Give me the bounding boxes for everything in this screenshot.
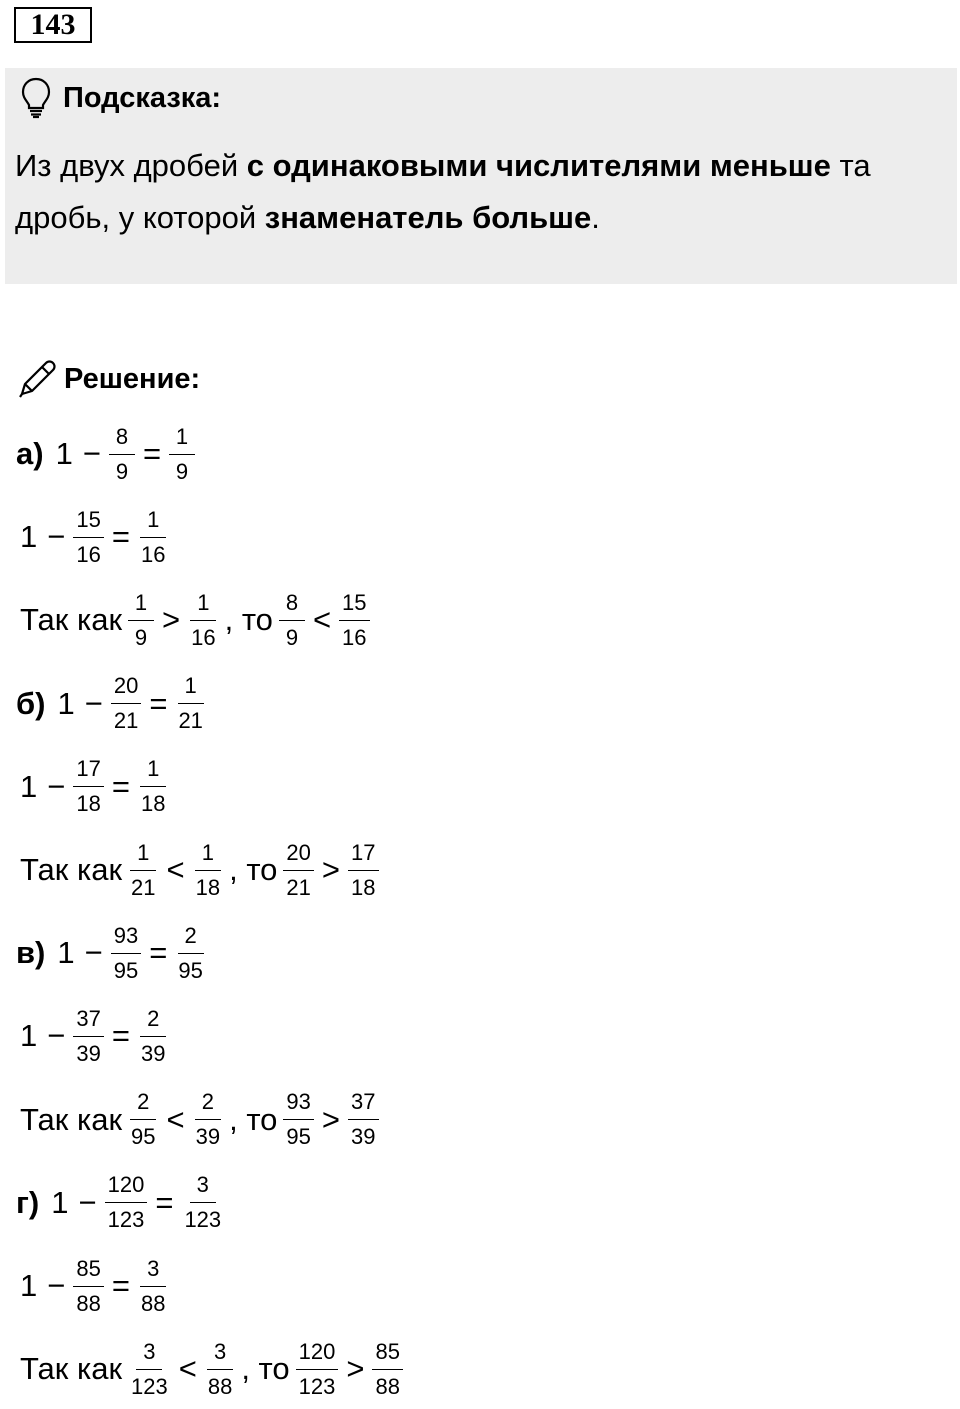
fraction-numerator: 3 xyxy=(207,1339,233,1370)
fraction-numerator: 1 xyxy=(178,673,204,704)
math-operator: = xyxy=(155,1184,174,1220)
fraction-denominator: 95 xyxy=(113,957,139,983)
math-text: Так как xyxy=(20,1101,123,1137)
hint-title: Подсказка: xyxy=(63,81,222,114)
fraction xyxy=(169,424,195,485)
fraction-numerator: 20 xyxy=(283,840,313,871)
fraction xyxy=(111,923,141,984)
math-operator: = xyxy=(142,436,162,471)
fraction-numerator: 3 xyxy=(190,1172,216,1203)
fraction-numerator: 1 xyxy=(130,840,156,871)
fraction-denominator: 95 xyxy=(178,957,203,983)
fraction-denominator: 16 xyxy=(191,624,216,650)
fraction xyxy=(188,590,218,651)
math-text: 1 xyxy=(57,685,75,721)
solution-header xyxy=(16,354,200,404)
fraction xyxy=(73,507,103,568)
fraction-denominator: 18 xyxy=(351,874,376,900)
fraction-denominator: 123 xyxy=(107,1207,145,1233)
hint-plain-text: . xyxy=(591,200,600,235)
fraction-numerator: 1 xyxy=(195,840,221,871)
fraction xyxy=(339,590,369,651)
math-operator: < xyxy=(178,1351,197,1387)
math-operator: = xyxy=(111,768,130,804)
hint-bold-text: с одинаковыми числителями меньше xyxy=(246,148,831,183)
math-operator: = xyxy=(149,935,168,971)
fraction xyxy=(128,1339,171,1400)
fraction-denominator: 16 xyxy=(140,541,166,567)
fraction-denominator: 88 xyxy=(140,1290,166,1316)
math-text: Так как xyxy=(20,602,123,638)
solution-line xyxy=(16,497,170,577)
fraction-numerator: 1 xyxy=(190,590,216,621)
fraction-denominator: 18 xyxy=(140,791,166,817)
fraction-numerator: 15 xyxy=(339,590,369,621)
fraction xyxy=(193,840,223,901)
lightbulb-icon xyxy=(21,77,51,119)
fraction xyxy=(181,1172,224,1233)
fraction xyxy=(175,673,205,734)
math-operator: > xyxy=(346,1351,365,1387)
solution-line xyxy=(16,1163,226,1243)
task-number: 143 xyxy=(14,7,92,43)
fraction-denominator: 123 xyxy=(184,1207,222,1233)
hint-bold-text: знаменатель больше xyxy=(264,200,592,235)
fraction-denominator: 123 xyxy=(298,1373,336,1399)
math-operator: > xyxy=(321,1101,341,1137)
fraction-numerator: 93 xyxy=(283,1089,313,1120)
fraction xyxy=(372,1339,402,1400)
math-operator: = xyxy=(111,1018,130,1054)
solution-line xyxy=(16,996,170,1076)
fraction xyxy=(205,1339,235,1400)
math-operator: = xyxy=(149,685,168,721)
fraction-denominator: 39 xyxy=(195,1124,221,1150)
fraction xyxy=(105,1172,148,1233)
fraction xyxy=(296,1339,339,1400)
fraction xyxy=(128,840,158,901)
item-label: а) xyxy=(16,436,44,471)
fraction xyxy=(138,1256,168,1317)
hint-text xyxy=(15,140,945,244)
solution-title: Решение: xyxy=(64,362,201,395)
math-operator: < xyxy=(166,852,185,887)
fraction xyxy=(175,923,205,984)
fraction-numerator: 2 xyxy=(130,1089,156,1120)
fraction-numerator: 17 xyxy=(73,756,103,787)
fraction-numerator: 2 xyxy=(178,923,204,954)
fraction-numerator: 85 xyxy=(372,1339,402,1370)
fraction xyxy=(348,1089,378,1150)
math-operator: = xyxy=(111,519,130,555)
math-text: 1 xyxy=(57,935,75,971)
fraction-denominator: 39 xyxy=(140,1040,166,1066)
math-operator: − xyxy=(47,1268,66,1303)
fraction-numerator: 15 xyxy=(73,507,103,538)
math-text: Так как xyxy=(20,852,123,887)
pencil-icon xyxy=(16,358,58,400)
math-text: , то xyxy=(229,852,278,887)
fraction xyxy=(138,507,168,568)
math-text: 1 xyxy=(51,1184,69,1220)
fraction xyxy=(111,673,141,734)
math-operator: − xyxy=(82,436,101,471)
solution-line xyxy=(16,664,208,744)
fraction xyxy=(138,1006,168,1067)
math-operator: − xyxy=(84,685,103,721)
fraction-numerator: 17 xyxy=(348,840,378,871)
fraction-denominator: 95 xyxy=(131,1124,156,1150)
fraction-denominator: 39 xyxy=(351,1124,376,1150)
fraction-denominator: 21 xyxy=(113,708,139,734)
hint-header xyxy=(21,76,221,120)
hint-box xyxy=(5,68,957,284)
solution-line xyxy=(16,1246,170,1326)
fraction-numerator: 120 xyxy=(105,1172,148,1203)
math-text: 1 xyxy=(20,519,38,555)
solution-line xyxy=(16,1080,381,1160)
fraction-numerator: 3 xyxy=(136,1339,162,1370)
math-text: , то xyxy=(241,1351,290,1387)
fraction-denominator: 21 xyxy=(131,874,156,900)
fraction-denominator: 9 xyxy=(115,458,129,484)
fraction-numerator: 1 xyxy=(140,507,166,538)
math-text: , то xyxy=(224,602,273,638)
fraction-numerator: 8 xyxy=(109,424,135,455)
fraction-denominator: 88 xyxy=(76,1290,101,1316)
math-operator: = xyxy=(111,1268,130,1303)
fraction-numerator: 2 xyxy=(140,1006,166,1037)
fraction-numerator: 1 xyxy=(128,590,154,621)
fraction-numerator: 120 xyxy=(296,1339,339,1370)
fraction-denominator: 123 xyxy=(131,1373,168,1399)
fraction-denominator: 88 xyxy=(375,1373,400,1399)
fraction xyxy=(128,1089,158,1150)
math-text: , то xyxy=(229,1101,278,1137)
hint-plain-text: Из двух дробей xyxy=(15,148,247,183)
fraction-numerator: 2 xyxy=(195,1089,221,1120)
fraction xyxy=(279,590,305,651)
item-label: в) xyxy=(16,935,46,971)
fraction xyxy=(138,756,168,817)
fraction xyxy=(283,1089,313,1150)
math-operator: < xyxy=(312,602,332,638)
math-operator: − xyxy=(47,768,66,804)
math-operator: − xyxy=(47,1018,66,1054)
math-operator: > xyxy=(321,852,341,887)
fraction-numerator: 3 xyxy=(140,1256,166,1287)
solution-line xyxy=(16,913,208,993)
fraction xyxy=(348,840,378,901)
fraction-denominator: 9 xyxy=(285,624,299,650)
fraction-denominator: 9 xyxy=(175,458,189,484)
math-operator: < xyxy=(166,1101,185,1137)
math-operator: − xyxy=(47,519,66,555)
solution-line xyxy=(16,1329,405,1409)
fraction-denominator: 18 xyxy=(76,791,101,817)
fraction-denominator: 9 xyxy=(134,624,148,650)
fraction-numerator: 93 xyxy=(111,923,141,954)
math-operator: > xyxy=(162,602,181,638)
fraction-denominator: 16 xyxy=(342,624,367,650)
item-label: б) xyxy=(16,685,46,721)
solution-line xyxy=(16,830,381,910)
math-operator: − xyxy=(78,1184,97,1220)
fraction-numerator: 8 xyxy=(279,590,305,621)
fraction-numerator: 85 xyxy=(73,1256,103,1287)
fraction-denominator: 88 xyxy=(207,1373,233,1399)
fraction xyxy=(73,1256,103,1317)
fraction-numerator: 37 xyxy=(73,1006,103,1037)
fraction-denominator: 21 xyxy=(178,708,203,734)
hint-plain-text: та дробь, у которой xyxy=(15,148,871,235)
math-text: 1 xyxy=(55,436,73,471)
fraction-denominator: 18 xyxy=(195,874,221,900)
fraction-numerator: 37 xyxy=(348,1089,378,1120)
fraction xyxy=(128,590,154,651)
fraction xyxy=(193,1089,223,1150)
fraction-numerator: 1 xyxy=(140,756,166,787)
math-text: 1 xyxy=(20,1268,38,1303)
fraction-numerator: 20 xyxy=(111,673,141,704)
fraction xyxy=(283,840,313,901)
math-text: Так как xyxy=(20,1351,123,1387)
math-operator: − xyxy=(84,935,103,971)
math-text: 1 xyxy=(20,1018,38,1054)
solution-line xyxy=(16,580,372,660)
solution-line xyxy=(16,414,197,494)
fraction xyxy=(73,756,103,817)
fraction-denominator: 21 xyxy=(286,874,311,900)
solution-line xyxy=(16,747,170,827)
fraction-numerator: 1 xyxy=(169,424,195,455)
fraction xyxy=(109,424,135,485)
fraction-denominator: 95 xyxy=(286,1124,311,1150)
fraction-denominator: 39 xyxy=(76,1040,101,1066)
math-text: 1 xyxy=(20,768,38,804)
item-label: г) xyxy=(16,1184,40,1220)
fraction xyxy=(73,1006,103,1067)
fraction-denominator: 16 xyxy=(76,541,101,567)
